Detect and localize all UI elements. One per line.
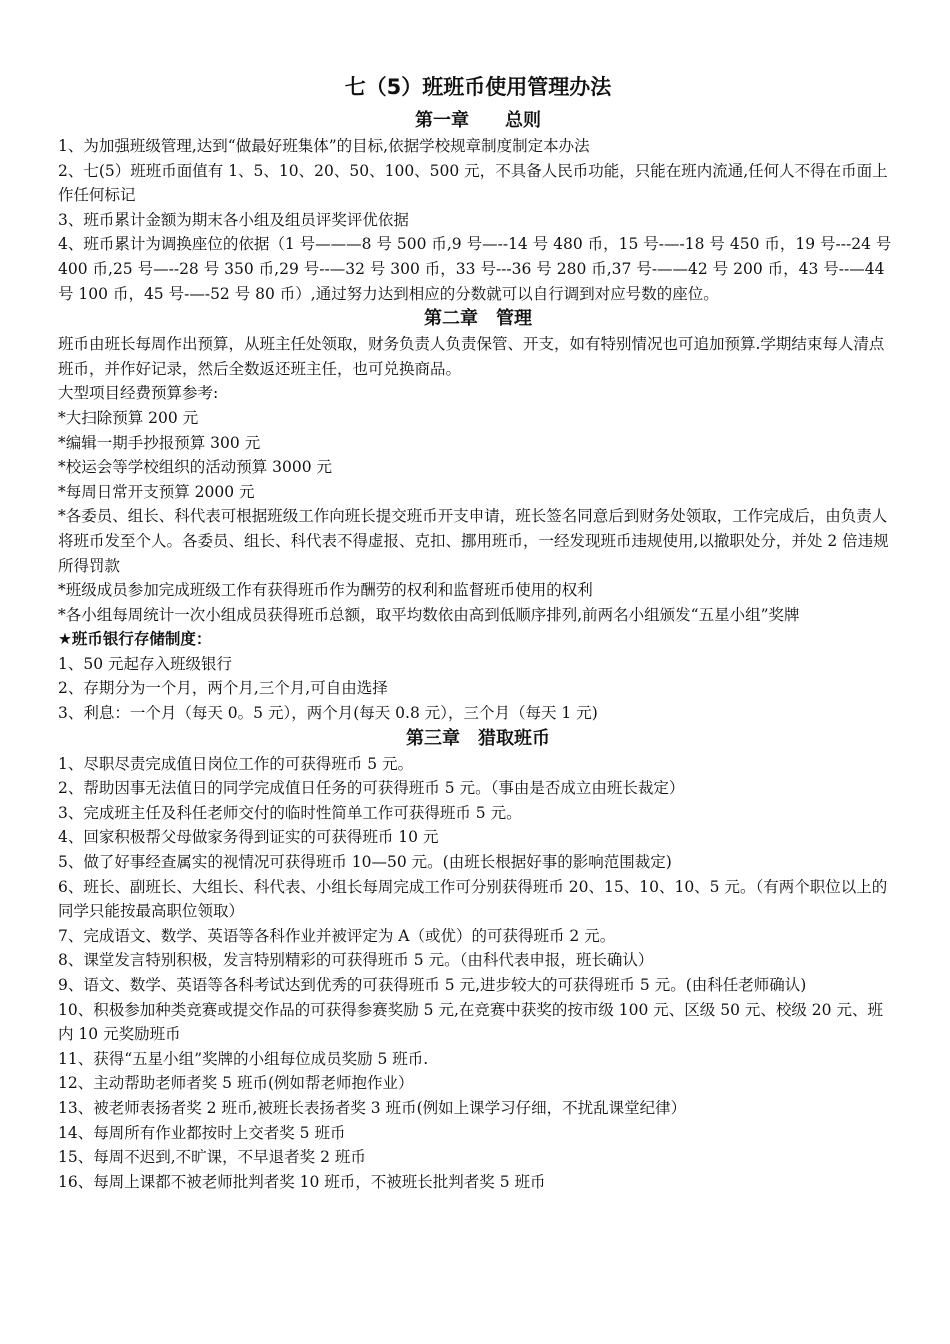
chapter-3-item: 14、每周所有作业都按时上交者奖 5 班币	[58, 1123, 346, 1142]
chapter-3-item: 8、课堂发言特别积极，发言特别精彩的可获得班币 5 元。（由科代表申报，班长确认）	[58, 951, 654, 970]
chapter-1-heading: 第一章 总则	[415, 110, 541, 131]
rule-item: *各小组每周统计一次小组成员获得班币总额，取平均数依由高到低顺序排列,前两名小组颁发“五星小组”奖牌	[58, 605, 800, 624]
chapter-2-heading: 第二章 管理	[424, 308, 532, 330]
chapter-2-intro: 班币由班长每周作出预算，从班主任处领取，财务负责人负责保管、开支，如有特别情况也可追加预算.学期结束每人清点班币，并作好记录，然后全数返还班主任，也可兑换商品。	[58, 335, 885, 378]
chapter-3-item: 10、积极参加种类竞赛或提交作品的可获得参赛奖励 5 元,在竞赛中获奖的按市级 100 元、区级 50 元、校级 20 元、班内 10 元奖励班币	[58, 1000, 883, 1044]
chapter-1-item: 2、七(5）班班币面值有 1、5、10、20、50、100、500 元，不具备人民币功能，只能在班内流通,任何人不得在币面上作任何标记	[58, 161, 888, 205]
chapter-3-item: 5、做了好事经查属实的视情况可获得班币 10—50 元。(由班长根据好事的影响范围裁定)	[58, 853, 672, 872]
chapter-3-item: 3、完成班主任及科任老师交付的临时性简单工作可获得班币 5 元。	[58, 803, 522, 822]
bank-item: 1、50 元起存入班级银行	[58, 654, 233, 673]
document-title: 七（5）班班币使用管理办法	[344, 75, 612, 99]
chapter-3-item: 9、语文、数学、英语等各科考试达到优秀的可获得班币 5 元,进步较大的可获得班币 5 元。(由科任老师确认)	[58, 976, 807, 994]
chapter-3-item: 15、每周不迟到,不旷课，不早退者奖 2 班币	[58, 1148, 366, 1167]
chapter-3-item: 13、被老师表扬者奖 2 班币,被班长表扬者奖 3 班币(例如上课学习仔细，不扰乱课堂纪律）	[58, 1098, 687, 1117]
budget-label: 大型项目经费预算参考:	[58, 384, 219, 403]
budget-item: *编辑一期手抄报预算 300 元	[58, 433, 261, 452]
rule-item: *班级成员参加完成班级工作有获得班币作为酬劳的权利和监督班币使用的权利	[58, 581, 593, 600]
bank-heading: ★班币银行存储制度：	[58, 630, 212, 649]
budget-item: *每周日常开支预算 2000 元	[58, 482, 255, 501]
bank-item: 3、利息：一个月（每天 0。5 元），两个月(每天 0.8 元），三个月（每天 1 元)	[58, 704, 598, 723]
bank-item: 2、存期分为一个月，两个月,三个月,可自由选择	[58, 679, 388, 698]
chapter-1-item: 1、为加强班级管理,达到“做最好班集体”的目标,依据学校规章制度制定本办法	[58, 137, 590, 155]
rule-item: *各委员、组长、科代表可根据班级工作向班长提交班币开支申请，班长签名同意后到财务处领取，工作完成后，由负责人将班币发至个人。各委员、组长、科代表不得虚报、克扣、挪用班币，一经发现班币违规使用,以撤职处分，并处 2 倍违规所得罚款	[58, 507, 889, 575]
chapter-3-item: 16、每周上课都不被老师批判者奖 10 班币，不被班长批判者奖 5 班币	[58, 1172, 546, 1191]
chapter-3-item: 4、回家积极帮父母做家务得到证实的可获得班币 10 元	[58, 828, 439, 847]
chapter-3-item: 12、主动帮助老师者奖 5 班币(例如帮老师抱作业）	[58, 1074, 414, 1093]
chapter-3-heading: 第三章 猎取班币	[406, 727, 550, 749]
chapter-1-item: 3、班币累计金额为期末各小组及组员评奖评优依据	[58, 210, 409, 229]
chapter-1-item: 4、班币累计为调换座位的依据（1 号———8 号 500 币,9 号—--14 号 480 币，15 号-—-18 号 450 币，19 号---24 号 400 币,25 号—--28 号 350 币,29 号--—32 号 300 币，33 号---36 号 280 币,37 号-——42 号 200 币，43 号--—44 号 100 币，45 号-—-52 号 80 币）,通过努力达到相应的分数就可以自行调到对应号数的座位。	[58, 235, 892, 303]
chapter-3-item: 6、班长、副班长、大组长、科代表、小组长每周完成工作可分别获得班币 20、15、10、10、5 元。（有两个职位以上的同学只能按最高职位领取）	[58, 877, 888, 921]
document-page	[58, 72, 898, 1194]
budget-item: *大扫除预算 200 元	[58, 408, 199, 427]
chapter-3-item: 11、获得“五星小组”奖牌的小组每位成员奖励 5 班币.	[58, 1049, 429, 1068]
chapter-3-item: 1、尽职尽责完成值日岗位工作的可获得班币 5 元。	[58, 754, 414, 773]
chapter-3-item: 2、帮助因事无法值日的同学完成值日任务的可获得班币 5 元。（事由是否成立由班长裁定）	[58, 779, 685, 798]
budget-item: *校运会等学校组织的活动预算 3000 元	[58, 458, 333, 477]
chapter-3-item: 7、完成语文、数学、英语等各科作业并被评定为 A（或优）的可获得班币 2 元。	[58, 926, 616, 945]
